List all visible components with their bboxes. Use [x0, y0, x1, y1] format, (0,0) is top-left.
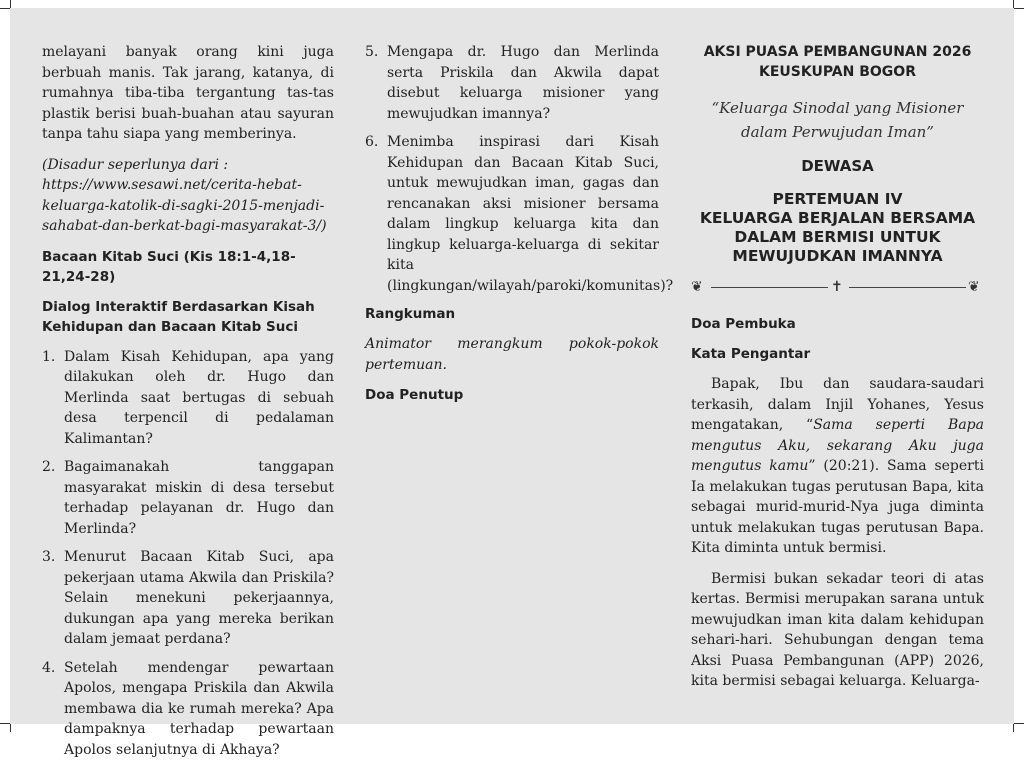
intro-paragraph-1 — [691, 374, 984, 559]
question-number: 2. — [42, 459, 56, 475]
story-ending: melayani banyak orang kini juga berbuah manis. Tak jarang, katanya, di rumahnya tiba-tiba tergantung tas-tas plastik berisi buah-buahan atau sayuran tanpa tahu siapa yang memberinya. — [42, 44, 334, 142]
question-text: Dalam Kisah Kehidupan, apa yang dilakukan oleh dr. Hugo dan Merlinda saat bertugas di sebuah desa terpencil di pedalaman Kalimantan? — [64, 348, 334, 447]
motto — [691, 96, 984, 144]
introduction-heading: Kata Pengantar — [691, 346, 811, 362]
question-item — [42, 457, 334, 539]
fleuron-left-icon: ❦ — [691, 279, 703, 295]
column-cover — [691, 42, 984, 702]
question-text: Menurut Bacaan Kitab Suci, apa pekerjaan utama Akwila dan Priskila? Selain menekuni pekerjaannya, dukungan apa yang mereka berikan dalam jemaat perdana? — [64, 549, 334, 647]
question-number: 4. — [42, 659, 56, 676]
question-text: Bagaimanakah tanggapan masyarakat miskin di desa tersebut terhadap pelayanan dr. Hugo dan Merlinda? — [64, 459, 334, 537]
question-item — [42, 547, 334, 650]
question-list — [42, 347, 334, 761]
crop-mark-bottom-right — [1014, 723, 1024, 724]
divider-line-right — [849, 287, 966, 288]
question-item — [365, 42, 659, 124]
source-citation: (Disadur seperlunya dari : https://www.sesawi.net/cerita-hebat-keluarga-katolik-di-sagki-2015-menjadi-sahabat-dan-berkat-bagi-masyarakat-3/) — [42, 156, 327, 234]
intro-paragraph-2: Bermisi bukan sekadar teori di atas kertas. Bermisi merupakan sarana untuk mewujudkan iman kita dalam kehidupan sehari-hari. Sehubungan dengan tema Aksi Puasa Pembangunan (APP) 2026, kita bermisi sebagai keluarga. Keluarga- — [691, 570, 984, 689]
intro-text-continued: ” (20:21). Sama seperti Ia melakukan tugas perutusan Bapa, kita sebagai murid-murid-Nya juga diminta untuk melakukan tugas perutusan Bapa. Kita diminta untuk bermisi. — [691, 458, 984, 556]
divider-line-left — [711, 287, 828, 288]
opening-prayer-heading: Doa Pembuka — [691, 316, 796, 332]
crop-mark-top-right-v — [1013, 0, 1014, 8]
motto-line-1: “Keluarga Sinodal yang Misioner — [711, 99, 964, 117]
scripture-reading-heading: Bacaan Kitab Suci (Kis 18:1-4,18-21,24-28) — [42, 248, 296, 285]
diocese-title: KEUSKUPAN BOGOR — [759, 64, 916, 80]
crop-mark-top-right — [1014, 8, 1024, 9]
cross-icon: ✝ — [831, 279, 843, 295]
crop-mark-bottom-left-v — [10, 724, 11, 732]
question-item — [365, 132, 674, 296]
fleuron-right-icon: ❦ — [968, 279, 980, 295]
meeting-number: PERTEMUAN IV — [772, 190, 903, 208]
meeting-theme: KELUARGA BERJALAN BERSAMA DALAM BERMISI UNTUK MEWUJUDKAN IMANNYA — [699, 209, 976, 265]
question-number: 5. — [365, 44, 379, 60]
summary-text: Animator merangkum pokok-pokok pertemuan. — [365, 336, 659, 373]
column-middle — [365, 42, 674, 415]
summary-heading: Rangkuman — [365, 306, 456, 322]
question-number: 3. — [42, 549, 56, 565]
closing-prayer-heading: Doa Penutup — [365, 387, 464, 403]
question-item — [42, 347, 334, 450]
crop-mark-bottom-left — [0, 723, 10, 724]
question-number: 1. — [42, 348, 56, 365]
column-left — [42, 42, 334, 768]
crop-mark-top-left-v — [10, 0, 11, 8]
campaign-title: AKSI PUASA PEMBANGUNAN 2026 — [703, 44, 972, 60]
question-list-continued — [365, 42, 674, 296]
dialog-heading: Dialog Interaktif Berdasarkan Kisah Kehidupan dan Bacaan Kitab Suci — [42, 298, 315, 335]
question-item — [42, 658, 334, 761]
crop-mark-bottom-right-v — [1013, 724, 1014, 732]
motto-line-2: dalam Perwujudan Iman” — [741, 123, 934, 141]
question-text: Setelah mendengar pewartaan Apolos, mengapa Priskila dan Akwila membawa dia ke rumah mereka? Apa dampaknya terhadap pewartaan Apolos selanjutnya di Akhaya? — [64, 659, 334, 758]
scripture-quote: Sama seperti Bapa mengutus Aku, sekarang Aku juga mengutus kamu — [691, 417, 984, 474]
ornament-divider — [691, 276, 984, 300]
audience-label: DEWASA — [801, 157, 874, 175]
crop-mark-top-left — [0, 8, 10, 9]
intro-text: Bapak, Ibu dan saudara-saudari terkasih, dalam Injil Yohanes, Yesus mengatakan, “ — [691, 376, 984, 433]
question-text: Mengapa dr. Hugo dan Merlinda serta Priskila dan Akwila dapat disebut keluarga misioner yang mewujudkan imannya? — [387, 44, 659, 122]
question-text: Menimba inspirasi dari Kisah Kehidupan dan Bacaan Kitab Suci, untuk mewujudkan iman, gagas dan rencanakan aksi misioner bersama dalam lingkup keluarga kita dan lingkup keluarga-keluarga di sekitar kita (lingkungan/wilayah/paroki/komunitas)? — [387, 134, 674, 294]
question-number: 6. — [365, 134, 379, 150]
